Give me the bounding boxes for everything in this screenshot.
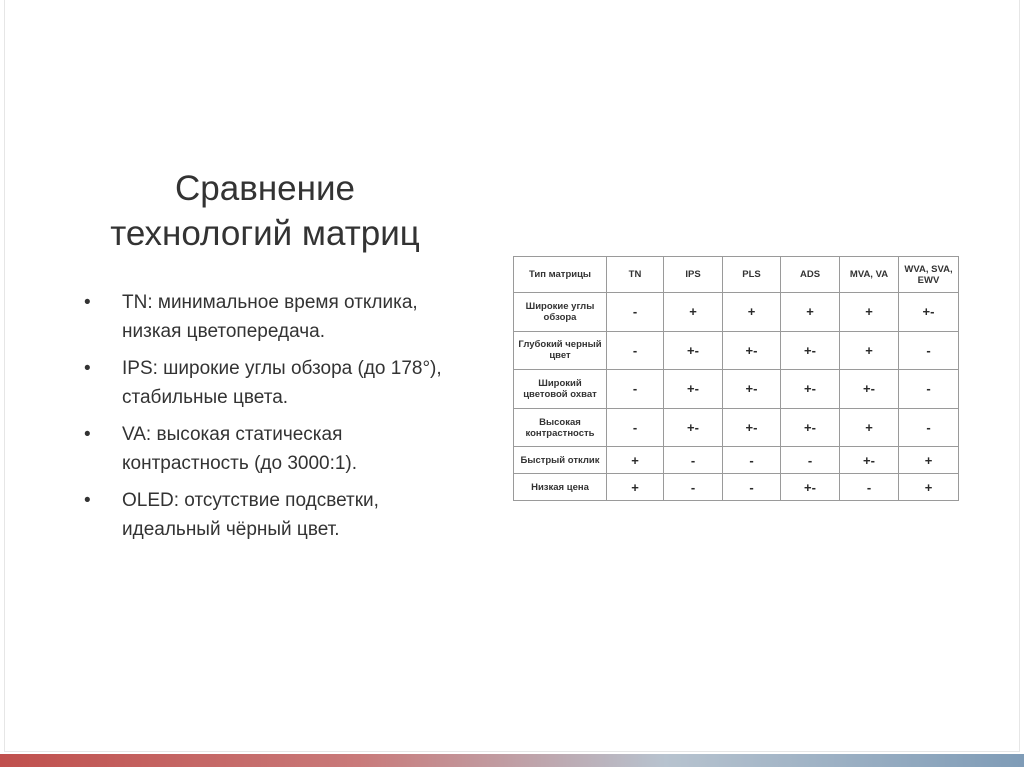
row-label: Высокая контрастность (514, 408, 607, 447)
bullet-dot: • (84, 292, 91, 313)
table-cell: - (840, 474, 899, 501)
bullet-text: TN: минимальное время отклика, низкая цветопередача. (122, 292, 418, 342)
table-cell: + (607, 447, 664, 474)
title-line-2: технологий матриц (110, 214, 420, 253)
table-cell: +- (723, 370, 781, 409)
table-cell: +- (664, 408, 723, 447)
table-row (514, 331, 959, 370)
table-cell: - (899, 370, 959, 409)
table-cell: +- (723, 331, 781, 370)
table-cell: +- (781, 474, 840, 501)
bullet-dot: • (84, 490, 91, 511)
table-cell: - (607, 408, 664, 447)
comparison-table (513, 256, 959, 501)
table-row (514, 293, 959, 332)
bullet-list (84, 288, 444, 552)
table-cell: +- (840, 370, 899, 409)
table-cell: +- (664, 370, 723, 409)
header-cell: IPS (664, 257, 723, 293)
bullet-item (84, 486, 444, 544)
row-label: Низкая цена (514, 474, 607, 501)
table-row (514, 370, 959, 409)
table-cell: + (723, 293, 781, 332)
table-cell: - (899, 408, 959, 447)
table-cell: + (899, 474, 959, 501)
table-cell: +- (781, 331, 840, 370)
row-label: Быстрый отклик (514, 447, 607, 474)
table-cell: +- (899, 293, 959, 332)
table-cell: + (664, 293, 723, 332)
table-header-row (514, 257, 959, 293)
table-cell: +- (723, 408, 781, 447)
table-cell: - (607, 370, 664, 409)
table-cell: + (840, 408, 899, 447)
row-label: Широкий цветовой охват (514, 370, 607, 409)
table-cell: +- (840, 447, 899, 474)
comparison-table-image (513, 256, 958, 501)
table-cell: - (899, 331, 959, 370)
bullet-text: VA: высокая статическая контрастность (до 3000:1). (122, 424, 358, 474)
decorative-bottom-bar (0, 754, 1024, 767)
row-label: Широкие углы обзора (514, 293, 607, 332)
table-cell: +- (664, 331, 723, 370)
table-cell: + (781, 293, 840, 332)
header-cell: WVA, SVA, EWV (899, 257, 959, 293)
bullet-item (84, 420, 444, 478)
table-cell: - (664, 447, 723, 474)
header-cell: Тип матрицы (514, 257, 607, 293)
table-cell: +- (781, 408, 840, 447)
table-cell: - (607, 331, 664, 370)
table-cell: + (899, 447, 959, 474)
row-label: Глубокий черный цвет (514, 331, 607, 370)
table-cell: - (664, 474, 723, 501)
bullet-text: IPS: широкие углы обзора (до 178°), стабильные цвета. (122, 358, 442, 408)
table-cell: + (607, 474, 664, 501)
table-row (514, 474, 959, 501)
bullet-item (84, 354, 444, 412)
bullet-text: OLED: отсутствие подсветки, идеальный чёрный цвет. (122, 490, 379, 540)
header-cell: ADS (781, 257, 840, 293)
header-cell: TN (607, 257, 664, 293)
table-cell: - (781, 447, 840, 474)
header-cell: MVA, VA (840, 257, 899, 293)
table-cell: - (607, 293, 664, 332)
table-cell: +- (781, 370, 840, 409)
bullet-dot: • (84, 358, 91, 379)
bullet-item (84, 288, 444, 346)
table-cell: + (840, 331, 899, 370)
slide-title (60, 166, 470, 256)
table-row (514, 447, 959, 474)
title-line-1: Сравнение (175, 169, 355, 208)
table-cell: + (840, 293, 899, 332)
table-cell: - (723, 474, 781, 501)
bullet-dot: • (84, 424, 91, 445)
header-cell: PLS (723, 257, 781, 293)
table-cell: - (723, 447, 781, 474)
table-row (514, 408, 959, 447)
